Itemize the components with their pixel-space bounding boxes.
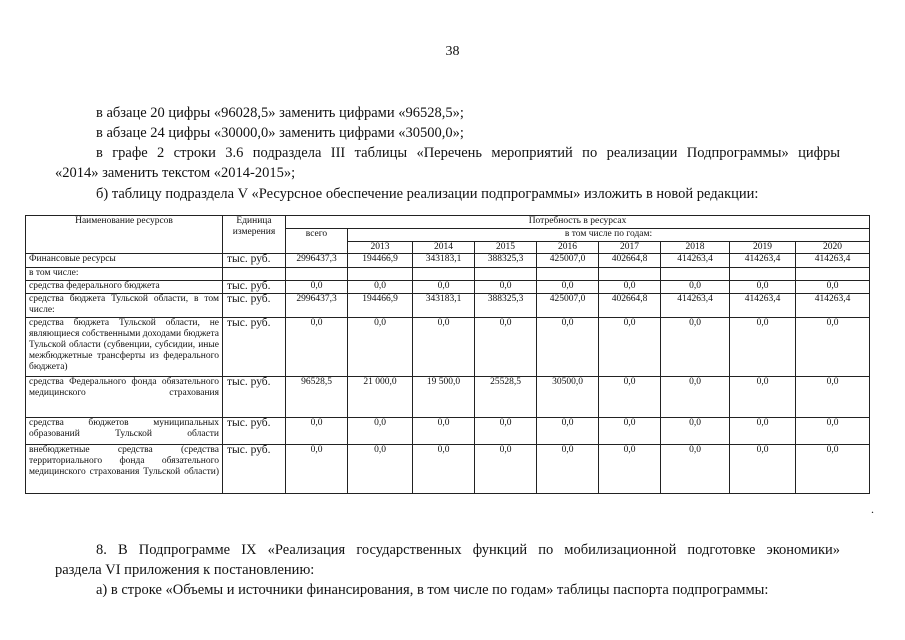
row-year-value: 21 000,0 [348,377,413,418]
row-year-value: 19 500,0 [413,377,475,418]
row-unit: тыс. руб. [223,294,286,318]
row-year-value: 0,0 [796,281,870,294]
row-year-value: 0,0 [661,281,730,294]
header-year: 2017 [599,242,661,254]
row-year-value: 0,0 [537,281,599,294]
row-year-value: 0,0 [796,445,870,494]
row-year-value: 0,0 [413,318,475,377]
row-year-value [537,268,599,281]
row-year-value: 343183,1 [413,294,475,318]
row-year-value: 0,0 [661,445,730,494]
intro-line-5: б) таблицу подраздела V «Ресурсное обеспечение реализации подпрограммы» изложить в новой редакции: [96,186,759,202]
row-name: средства федерального бюджета [26,281,223,294]
row-total-value: 2996437,3 [286,254,348,268]
table-row [26,268,870,281]
header-by-years: в том числе по годам: [348,229,870,242]
row-year-value: 0,0 [796,318,870,377]
header-name: Наименование ресурсов [26,216,223,254]
row-year-value: 402664,8 [599,294,661,318]
table-row [26,294,870,318]
table-row [26,281,870,294]
row-year-value: 30500,0 [537,377,599,418]
row-unit [223,268,286,281]
table-row [26,318,870,377]
row-year-value: 388325,3 [475,254,537,268]
row-year-value: 388325,3 [475,294,537,318]
row-year-value: 402664,8 [599,254,661,268]
row-year-value: 0,0 [475,318,537,377]
row-name: внебюджетные средства (средства территориального фонда обязательного медицинского страхования Тульской области) [26,445,223,494]
row-year-value: 0,0 [537,318,599,377]
row-name: в том числе: [26,268,223,281]
row-year-value: 194466,9 [348,294,413,318]
row-year-value: 0,0 [796,377,870,418]
row-year-value: 343183,1 [413,254,475,268]
header-year: 2013 [348,242,413,254]
row-year-value: 194466,9 [348,254,413,268]
row-unit: тыс. руб. [223,418,286,445]
row-total-value: 96528,5 [286,377,348,418]
row-year-value: 0,0 [537,445,599,494]
header-year: 2016 [537,242,599,254]
row-name: средства бюджета Тульской области, в том числе: [26,294,223,318]
row-year-value: 425007,0 [537,254,599,268]
row-year-value: 414263,4 [796,294,870,318]
row-year-value: 0,0 [796,418,870,445]
row-year-value: 0,0 [348,445,413,494]
row-name: средства бюджетов муниципальных образований Тульской области [26,418,223,445]
row-year-value [730,268,796,281]
row-total-value: 2996437,3 [286,294,348,318]
outro-line-1: 8. В Подпрограмме IX «Реализация государственных функций по мобилизационной подготовке экономики» [96,542,840,558]
row-total-value: 0,0 [286,418,348,445]
row-year-value: 0,0 [475,418,537,445]
row-unit: тыс. руб. [223,377,286,418]
row-year-value: 0,0 [475,445,537,494]
row-year-value: 0,0 [413,418,475,445]
row-year-value: 414263,4 [730,294,796,318]
table-row [26,254,870,268]
row-unit: тыс. руб. [223,318,286,377]
row-year-value: 0,0 [661,318,730,377]
row-total-value [286,268,348,281]
row-year-value: 0,0 [599,418,661,445]
row-year-value: 25528,5 [475,377,537,418]
row-unit: тыс. руб. [223,281,286,294]
row-year-value: 0,0 [661,377,730,418]
intro-line-3: в графе 2 строки 3.6 подраздела III таблицы «Перечень мероприятий по реализации Подпрограммы» цифры [96,145,840,161]
row-year-value: 0,0 [730,377,796,418]
row-year-value: 0,0 [599,445,661,494]
row-year-value: 414263,4 [661,294,730,318]
row-year-value: 0,0 [413,445,475,494]
row-year-value: 414263,4 [730,254,796,268]
row-year-value: 0,0 [730,445,796,494]
row-total-value: 0,0 [286,318,348,377]
row-year-value: 0,0 [730,318,796,377]
table-row [26,418,870,445]
header-year: 2020 [796,242,870,254]
header-year: 2018 [661,242,730,254]
row-year-value: 0,0 [537,418,599,445]
intro-line-4: «2014» заменить текстом «2014-2015»; [55,165,296,181]
row-year-value [599,268,661,281]
row-year-value [348,268,413,281]
row-name: средства бюджета Тульской области, не являющиеся собственными доходами бюджета Тульской области (субвенции, субсидии, иные межбюджетные трансферты из федерального бюджета) [26,318,223,377]
row-year-value: 0,0 [599,318,661,377]
header-year: 2015 [475,242,537,254]
header-unit: Единица измерения [223,216,286,254]
margin-dot: . [871,502,874,516]
row-total-value: 0,0 [286,445,348,494]
row-year-value: 0,0 [348,318,413,377]
header-year: 2014 [413,242,475,254]
page-number: 38 [445,44,460,59]
intro-line-2: в абзаце 24 цифры «30000,0» заменить цифрами «30500,0»; [96,125,464,141]
row-year-value [475,268,537,281]
intro-line-1: в абзаце 20 цифры «96028,5» заменить цифрами «96528,5»; [96,105,464,121]
row-year-value [413,268,475,281]
row-year-value: 414263,4 [796,254,870,268]
row-year-value: 0,0 [475,281,537,294]
row-unit: тыс. руб. [223,445,286,494]
header-year: 2019 [730,242,796,254]
row-year-value: 414263,4 [661,254,730,268]
header-total: всего [286,229,348,254]
row-year-value: 0,0 [599,281,661,294]
outro-line-2: раздела VI приложения к постановлению: [55,562,315,578]
row-year-value: 0,0 [413,281,475,294]
table-row [26,445,870,494]
row-unit: тыс. руб. [223,254,286,268]
resource-table [25,215,870,494]
row-year-value [661,268,730,281]
row-year-value: 0,0 [599,377,661,418]
row-year-value: 0,0 [661,418,730,445]
row-name: средства Федерального фонда обязательного медицинского страхования [26,377,223,418]
row-year-value: 0,0 [730,418,796,445]
row-year-value: 425007,0 [537,294,599,318]
row-total-value: 0,0 [286,281,348,294]
header-need: Потребность в ресурсах [286,216,870,229]
row-year-value [796,268,870,281]
row-year-value: 0,0 [730,281,796,294]
row-year-value: 0,0 [348,281,413,294]
outro-line-3: а) в строке «Объемы и источники финансирования, в том числе по годам» таблицы паспорта подпрограммы: [96,582,769,598]
row-name: Финансовые ресурсы [26,254,223,268]
row-year-value: 0,0 [348,418,413,445]
table-row [26,377,870,418]
